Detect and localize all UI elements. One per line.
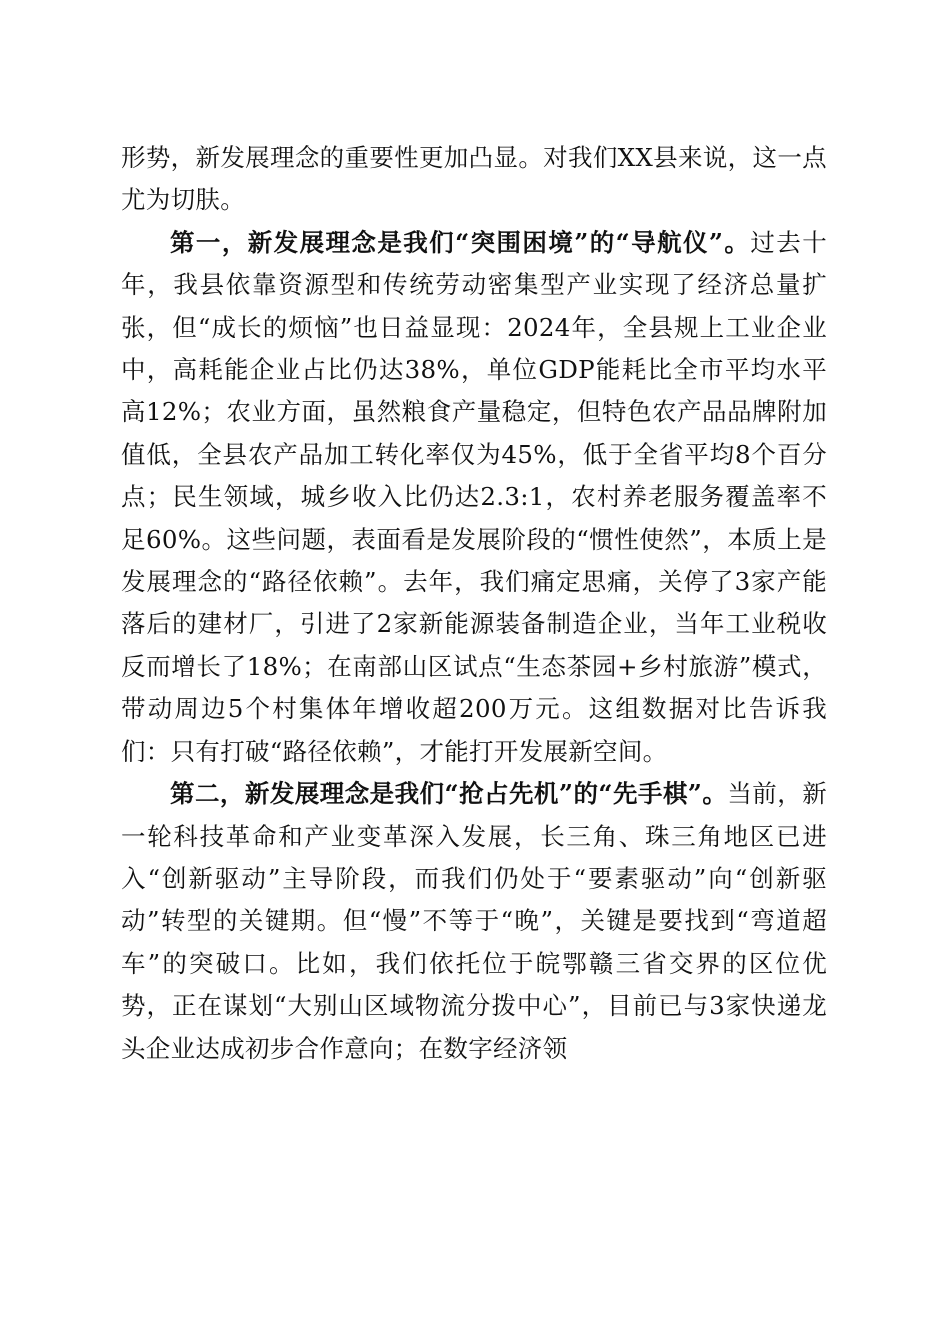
- paragraph-continuation: [121, 137, 827, 222]
- paragraph-text: 过去十年，我县依靠资源型和传统劳动密集型产业实现了经济总量扩张，但“成长的烦恼”也日益显现：2024年，全县规上工业企业中，高耗能企业占比仍达38%，单位GDP能耗比全市平均水平高12%；农业方面，虽然粮食产量稳定，但特色农产品品牌附加值低，全县农产品加工转化率仅为45%，低于全省平均8个百分点；民生领域，城乡收入比仍达2.3:1，农村养老服务覆盖率不足60%。这些问题，表面看是发展阶段的“惯性使然”，本质上是发展理念的“路径依赖”。去年，我们痛定思痛，关停了3家产能落后的建材厂，引进了2家新能源装备制造企业，当年工业税收反而增长了18%；在南部山区试点“生态茶园+乡村旅游”模式，带动周边5个村集体年增收超200万元。这组数据对比告诉我们：只有打破“路径依赖”，才能打开发展新空间。: [121, 227, 827, 766]
- document-body: [121, 137, 827, 1070]
- paragraph-second-point: [121, 773, 827, 1070]
- paragraph-lead: 第二，新发展理念是我们“抢占先机”的“先手棋”。: [170, 779, 728, 809]
- paragraph-text: 当前，新一轮科技革命和产业变革深入发展，长三角、珠三角地区已进入“创新驱动”主导阶段，而我们仍处于“要素驱动”向“创新驱动”转型的关键期。但“慢”不等于“晚”，关键是要找到“弯道超车”的突破口。比如，我们依托位于皖鄂赣三省交界的区位优势，正在谋划“大别山区域物流分拨中心”，目前已与3家快递龙头企业达成初步合作意向；在数字经济领: [121, 779, 827, 1063]
- paragraph-first-point: [121, 222, 827, 773]
- paragraph-lead: 第一，新发展理念是我们“突围困境”的“导航仪”。: [170, 227, 751, 257]
- paragraph-text: 形势，新发展理念的重要性更加凸显。对我们XX县来说，这一点尤为切肤。: [121, 143, 827, 215]
